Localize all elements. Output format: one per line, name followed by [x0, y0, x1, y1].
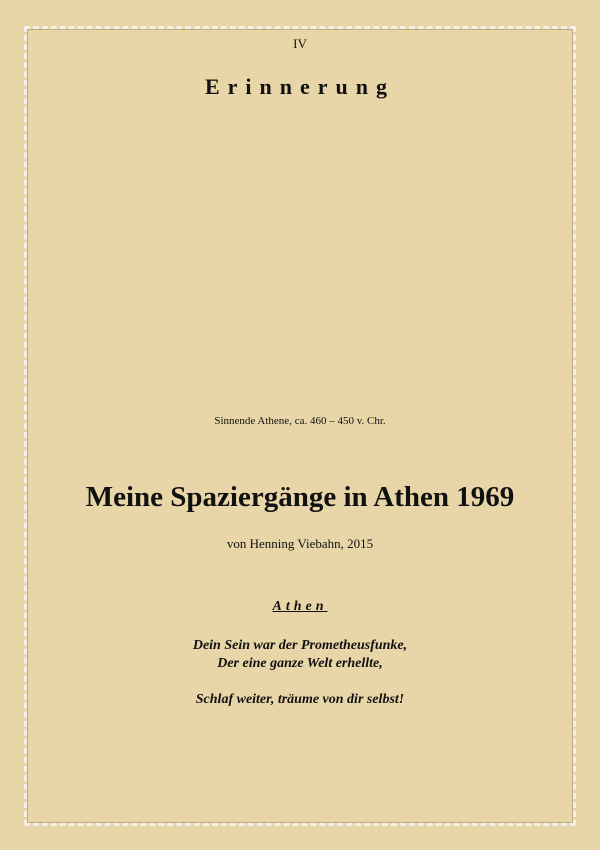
image-caption: Sinnende Athene, ca. 460 – 450 v. Chr.	[214, 415, 386, 427]
image-placeholder	[60, 110, 540, 400]
document-title: Meine Spaziergänge in Athen 1969	[85, 481, 515, 513]
poem-line: Dein Sein war der Prometheusfunke,	[192, 638, 408, 653]
poem-line: Der eine ganze Welt erhellte,	[217, 656, 383, 671]
page-heading: Erinnerung	[204, 74, 396, 99]
poem-title: Athen	[272, 599, 328, 614]
author-line: von Henning Viebahn, 2015	[226, 536, 374, 551]
poem-line: Schlaf weiter, träume von dir selbst!	[195, 692, 405, 707]
page-number: IV	[293, 36, 307, 51]
